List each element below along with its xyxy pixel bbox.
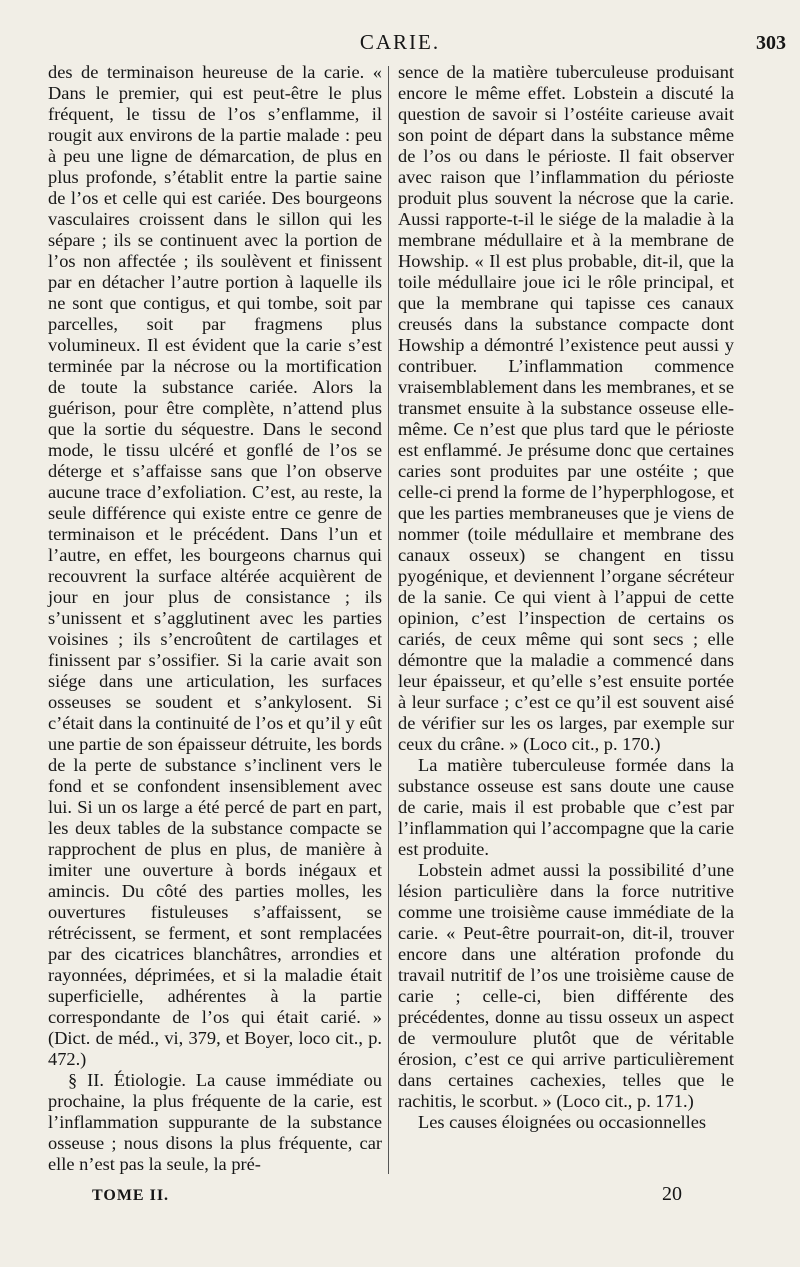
- signature-mark: TOME II.: [92, 1187, 170, 1204]
- right-paragraph-2: La matière tuberculeuse formée dans la substance osseuse est sans doute une cause de carie, mais il est probable que c’est par l’inflammation qui l’accompagne que la carie est produite.: [398, 755, 734, 859]
- right-paragraph-1: sence de la matière tuberculeuse produisant encore le même effet. Lobstein a discuté la question de savoir si l’ostéite carieuse avait son point de départ dans la substance même de l’os ou dans le périoste. Il fait observer avec raison que l’inflammation du périoste produit plus souvent la nécrose que la carie. Aussi rapporte-t-il le siége de la maladie à la membrane médullaire et à la membrane de Howship. « Il est plus probable, dit-il, que la toile médullaire joue ici le rôle principal, et que la membrane qui tapisse ces canaux creusés dans la substance compacte dont Howship a démontré l’existence peut aussi y contribuer. L’inflammation commence vraisemblablement dans les membranes, et se transmet ensuite à la substance osseuse elle-même. Ce n’est que plus tard que le périoste est enflammé. Je présume donc que certaines caries sont produites par une ostéite ; que celle-ci prend la forme de l’hyperphlogose, et que les parties membraneuses que je viens de nommer (toile médullaire et membrane des canaux osseux) se changent en tissu pyogénique, et deviennent l’organe sécréteur de la sanie. Ce qui vient à l’appui de cette opinion, c’est l’inspection de certains os cariés, de ceux même qui sont secs ; elle démontre que la maladie a commencé dans leur épaisseur, et qu’elle s’est ensuite portée à leur surface ; c’est ce qu’il est souvent aisé de vérifier sur les os larges, par exemple sur ceux du crâne. » (Loco cit., p. 170.): [398, 62, 734, 754]
- right-paragraph-3: Lobstein admet aussi la possibilité d’une lésion particulière dans la force nutritive comme une troisième cause immédiate de la carie. « Peut-être pourrait-on, dit-il, trouver encore dans une altération profonde du travail nutritif de l’os une troisième cause de carie ; celle-ci, bien différente des précédentes, donne au tissu osseux un aspect de vermoulure plutôt que de véritable érosion, c’est ce qui arrive particulièrement dans certaines cachexies, telles que le rachitis, le scorbut. » (Loco cit., p. 171.): [398, 860, 734, 1111]
- right-paragraph-4: Les causes éloignées ou occasionnelles: [418, 1112, 707, 1132]
- left-paragraph-1: des de terminaison heureuse de la carie. « Dans le premier, qui est peut-être le plus fréquent, le tissu de l’os s’enflamme, il rougit aux environs de la partie malade : peu à peu une ligne de démarcation, de plus en plus profonde, s’établit entre la partie saine de l’os et celle qui est cariée. Des bourgeons vasculaires croissent dans le sillon qui les sépare ; ils se continuent avec la portion de l’os non affectée ; ils soulèvent et finissent par en détacher l’autre portion à laquelle ils ne sont que contigus, et qui tombe, soit par parcelles, soit par fragmens plus volumineux. Il est évident que la carie s’est terminée par la nécrose ou la mortification de toute la substance cariée. Alors la guérison, pour être complète, n’attend plus que la sortie du séquestre. Dans le second mode, le tissu ulcéré et gonflé de l’os se déterge et s’affaisse sans que l’on observe aucune trace d’exfoliation. C’est, au reste, la seule différence qui existe entre ce genre de terminaison et le précédent. Dans l’un et l’autre, en effet, les bourgeons charnus qui recouvrent la surface altérée acquièrent de jour en jour plus de consistance ; ils s’unissent et s’agglutinent avec les parties voisines ; ils s’encroûtent de cartilages et finissent par s’ossifier. Si la carie avait son siége dans une articulation, les surfaces osseuses se soudent et s’ankylosent. Si c’était dans la continuité de l’os et qu’il y eût une partie de son épaisseur détruite, les bords de la perte de substance s’inclinent vers le fond et se confondent insensiblement avec lui. Si un os large a été percé de part en part, les deux tables de la substance compacte se rapprochent de plus en plus, de manière à imiter une ouverture à bords inégaux et amincis. Du côté des parties molles, les ouvertures fistuleuses s’affaissent, se rétrécissent, se ferment, et sont remplacées par des cicatrices blanchâtres, arrondies et rayonnées, déprimées, et si la maladie était superficielle, adhérentes à la partie correspondante de l’os qui était carié. » (Dict. de méd., vi, 379, et Boyer, loco cit., p. 472.): [48, 62, 382, 1069]
- column-divider: [388, 66, 389, 1174]
- signature-number: 20: [662, 1183, 682, 1205]
- right-column: [398, 62, 734, 1133]
- running-title: CARIE.: [359, 30, 441, 54]
- left-paragraph-2: § II. Étiologie. La cause immédiate ou prochaine, la plus fréquente de la carie, est l’inflammation suppurante de la substance osseuse ; nous disons la plus fréquente, car elle n’est pas la seule, la pré-: [48, 1070, 382, 1174]
- page-number: 303: [756, 32, 786, 54]
- left-column: [48, 62, 382, 1175]
